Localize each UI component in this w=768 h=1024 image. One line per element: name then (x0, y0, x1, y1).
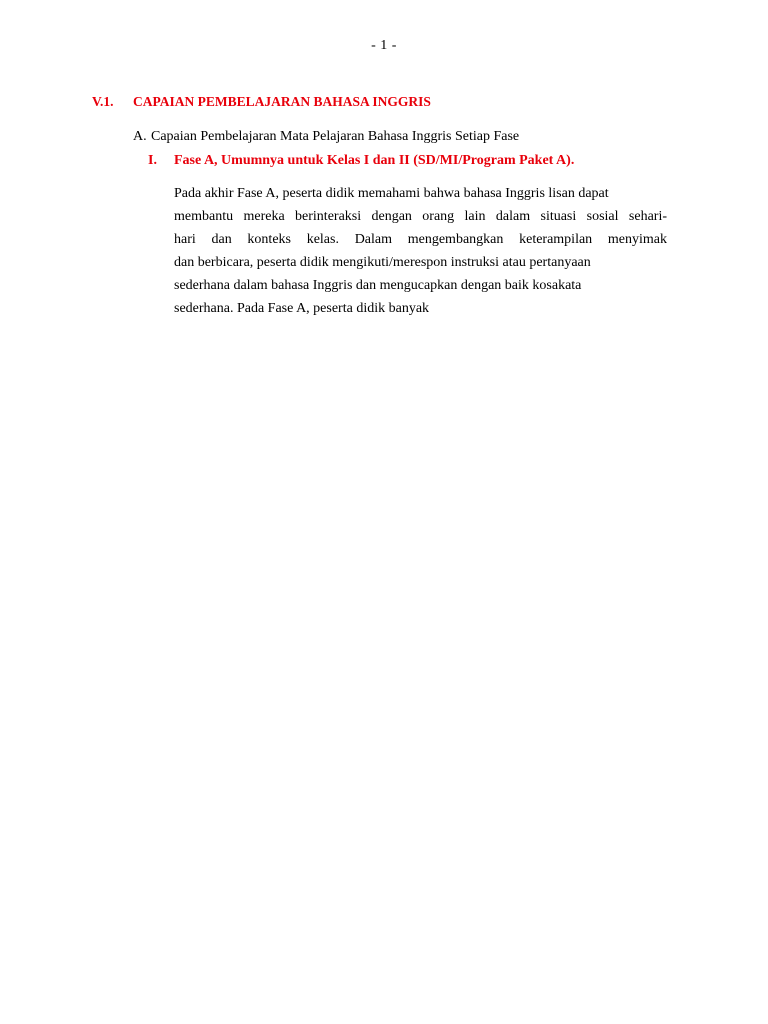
paragraph-line: membantu mereka berinteraksi dengan orang lain dalam situasi sosial sehari- (174, 209, 667, 224)
subsection-letter: A. (133, 129, 147, 144)
paragraph-line: dan berbicara, peserta didik mengikuti/merespon instruksi atau pertanyaan (174, 255, 591, 270)
paragraph-line: hari dan konteks kelas. Dalam mengembangkan keterampilan menyimak (174, 232, 667, 247)
paragraph-line: Pada akhir Fase A, peserta didik memahami bahwa bahasa Inggris lisan dapat (174, 186, 609, 201)
section-title: CAPAIAN PEMBELAJARAN BAHASA INGGRIS (133, 94, 431, 109)
section-heading (92, 94, 431, 110)
page-number: - 1 - (371, 38, 397, 53)
paragraph-line: sederhana. Pada Fase A, peserta didik banyak (174, 301, 430, 316)
body-paragraph (174, 182, 667, 320)
section-number: V.1. (92, 94, 114, 109)
phase-numeral: I. (148, 153, 157, 168)
phase-title: Fase A, Umumnya untuk Kelas I dan II (SD/MI/Program Paket A). (174, 153, 575, 168)
subsection-title: Capaian Pembelajaran Mata Pelajaran Bahasa Inggris Setiap Fase (151, 129, 520, 144)
phase-heading (148, 153, 574, 169)
paragraph-line: sederhana dalam bahasa Inggris dan mengucapkan dengan baik kosakata (174, 278, 582, 293)
subsection-heading (133, 129, 519, 145)
